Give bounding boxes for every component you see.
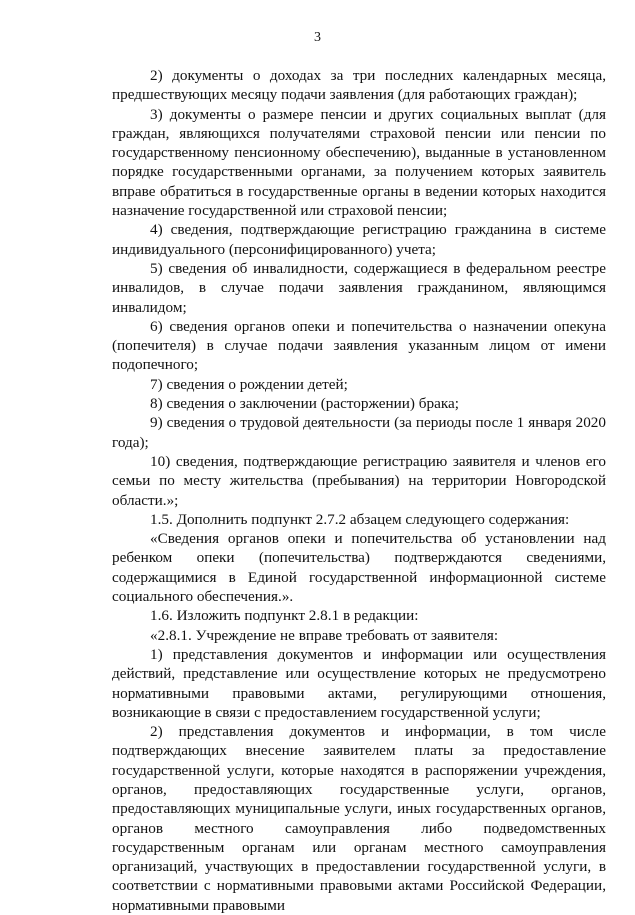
- paragraph-section-1-6: 1.6. Изложить подпункт 2.8.1 в редакции:: [150, 607, 419, 625]
- paragraph-item-4-personal-accounting: 4) сведения, подтверждающие регистрацию гражданина в системе индивидуального (персонифицированного) учета;: [112, 221, 606, 258]
- paragraph-subsection-2-8-1: «2.8.1. Учреждение не вправе требовать от заявителя:: [150, 626, 499, 644]
- paragraph-subitem-2: 2) представления документов и информации, в том числе подтверждающих внесение заявителем платы за предоставление государственной услуги, которые находятся в распоряжении учреждения, органов, предоставляющих государственные услуги, органов, предоставляющих муниципальные услуги, иных государственных органов, органов местного самоуправления либо подведомственных государственным органам или органам местного самоуправления организаций, участвующих в предоставлении государственной услуги, в соответствии с нормативными правовыми актами Российской Федерации, нормативными правовыми: [112, 723, 606, 914]
- paragraph-item-6-guardianship: 6) сведения органов опеки и попечительства о назначении опекуна (попечителя) в случае подачи заявления указанным лицом от имени подопечного;: [112, 317, 606, 374]
- document-body: [112, 66, 606, 915]
- paragraph-item-5-disability: 5) сведения об инвалидности, содержащиеся в федеральном реестре инвалидов, в случае подачи заявления гражданином, являющимся инвалидом;: [112, 259, 606, 316]
- paragraph-guardianship-quote: «Сведения органов опеки и попечительства об установлении над ребенком опеки (попечительства) подтверждаются сведениями, содержащимися в Единой государственной информационной системе социального обеспечения.».: [112, 530, 606, 606]
- paragraph-item-9-employment: 9) сведения о трудовой деятельности (за периоды после 1 января 2020 года);: [112, 414, 606, 451]
- paragraph-item-7-birth-of-children: 7) сведения о рождении детей;: [150, 375, 348, 393]
- paragraph-item-2-income-documents: 2) документы о доходах за три последних календарных месяца, предшествующих месяцу подачи заявления (для работающих граждан);: [112, 67, 606, 104]
- paragraph-item-10-residence-registration: 10) сведения, подтверждающие регистрацию заявителя и членов его семьи по месту жительства (пребывания) на территории Новгородской области.»;: [112, 452, 606, 509]
- paragraph-section-1-5: 1.5. Дополнить подпункт 2.7.2 абзацем следующего содержания:: [150, 510, 570, 528]
- paragraph-item-3-pension-documents: 3) документы о размере пенсии и других социальных выплат (для граждан, являющихся получателями страховой пенсии или пенсии по государственному пенсионному обеспечению), выданные в установленном порядке государственными органами, за получением которых заявитель вправе обратиться в государственные органы в ведении которых находится назначение государственной или страховой пенсии;: [112, 105, 606, 220]
- paragraph-item-8-marriage: 8) сведения о заключении (расторжении) брака;: [150, 395, 459, 413]
- paragraph-subitem-1: 1) представления документов и информации или осуществления действий, представление или осуществление которых не предусмотрено нормативными правовыми актами, регулирующими отношения, возникающие в связи с предоставлением государственной услуги;: [112, 645, 606, 721]
- page-number: 3: [314, 30, 321, 45]
